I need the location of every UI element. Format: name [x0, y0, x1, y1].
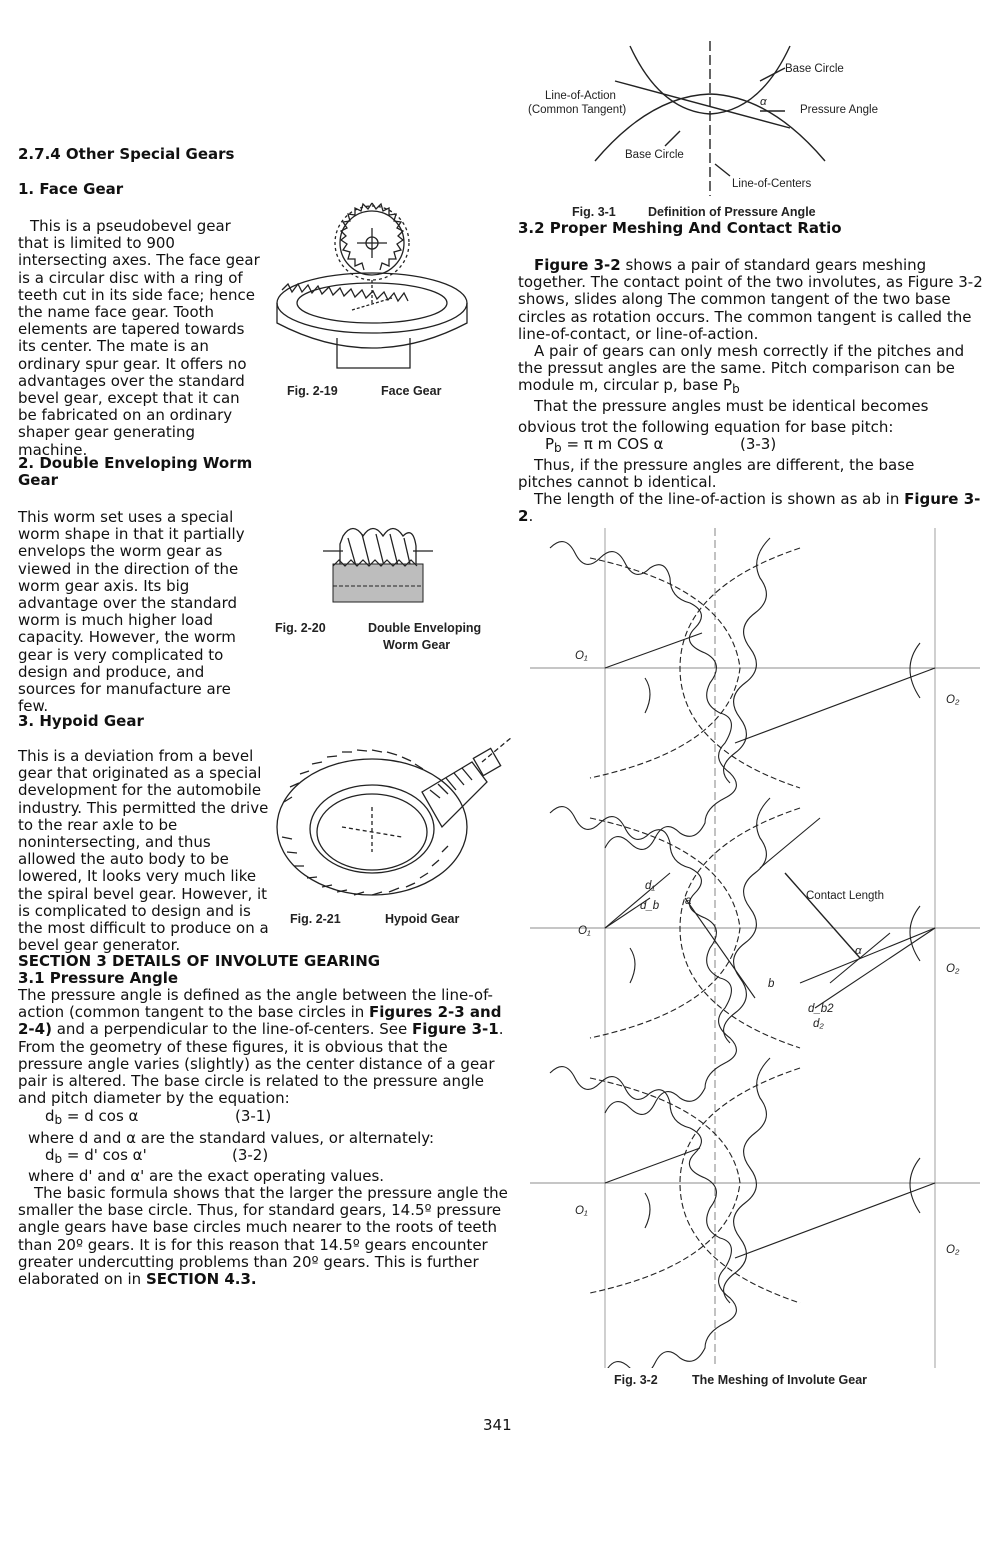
eq2-rhs: = d' cos α' — [62, 1146, 147, 1164]
thus-paragraph: Thus, if the pressure angles are different, the base pitches cannot b identical. — [518, 456, 915, 492]
fig219-caption-num: Fig. 2-19 — [287, 384, 338, 398]
fig221-caption-text: Hypoid Gear — [385, 912, 460, 926]
eq3-rhs: = π m COS α — [561, 435, 664, 453]
pitch-paragraph — [518, 343, 983, 395]
heading-face-gear: 1. Face Gear — [18, 180, 124, 198]
eq1-rhs: = d cos α — [62, 1107, 139, 1125]
face-gear-disc — [277, 273, 467, 368]
spur-gear-drawing — [335, 203, 409, 280]
fig31-caption-num: Fig. 3-1 — [572, 205, 616, 219]
page-number: 341 — [483, 1416, 512, 1434]
fig32-o2-bottom: O₂ — [946, 1244, 960, 1256]
pitch-sub: b — [732, 382, 740, 397]
fig220-caption-num: Fig. 2-20 — [275, 621, 326, 635]
fig32-d1: d₁ — [645, 880, 656, 892]
heading-section-3: SECTION 3 DETAILS OF INVOLUTE GEARING — [18, 952, 381, 970]
equation-3-2-number: (3-2) — [232, 1146, 269, 1164]
fig32-d2: d₂ — [813, 1018, 824, 1030]
where-standard-values: where d and α are the standard values, or alternately: — [28, 1129, 435, 1147]
obvious-line: obvious trot the following equation for base pitch: — [518, 418, 894, 436]
fig31-pressure-angle: Pressure Angle — [800, 104, 878, 116]
pressure-text-2: and a perpendicular to the line-of-centers. See — [51, 1020, 412, 1039]
equation-3-3-number: (3-3) — [740, 435, 777, 453]
basic-formula-text: The basic formula shows that the larger the pressure angle the smaller the base circle. Thus, for standard gears, 14.5º pressure angle gears have base circles much nearer to the roots of teeth than 20º gears. It is for this reason that 14.5º gears encounter greater undercutting problems than 20º gears. This is further elaborated on in — [18, 1184, 508, 1289]
pressure-identical-line: That the pressure angles must be identical becomes — [534, 397, 929, 415]
heading-other-special-gears: 2.7.4 Other Special Gears — [18, 145, 235, 163]
fig31-caption-text: Definition of Pressure Angle — [648, 205, 816, 219]
hypoid-gear-paragraph: This is a deviation from a bevel gear that originated as a special development for the automobile industry. This permitted the drive to the rear axle to be nonintersecting, and thus allowed the auto body to be lowered, It looks very much like the spiral bevel gear. However, it is complicated to design and is the most difficult to produce on a bevel gear generator. — [18, 747, 269, 955]
basic-formula-paragraph — [18, 1185, 518, 1288]
eq3-sub: b — [554, 441, 562, 455]
fig32-contact-length: Contact Length — [806, 890, 885, 902]
heading-hypoid-gear: 3. Hypoid Gear — [18, 712, 144, 730]
where-operating-values: where d' and α' are the exact operating values. — [28, 1167, 385, 1185]
pressure-text-1: The pressure angle is defined as the angle between the line-of-action (common tangent to the base circles in — [18, 986, 493, 1022]
fig32-o2-top: O₂ — [946, 694, 960, 706]
fig220-caption-text-1: Double Enveloping — [368, 621, 482, 635]
meshing-text: shows a pair of standard gears meshing together. The contact point of the two involutes, as Figure 3-2 shows, slides along The common tangent of the two base circles as rotation occurs. The common tangent is called the line-of-contact, or line-of-action. — [518, 256, 983, 343]
fig31-base-circle-bottom: Base Circle — [625, 149, 684, 161]
fig31-base-circle-top: Base Circle — [785, 63, 844, 75]
fig32-o1-middle: O₁ — [578, 925, 591, 937]
fig32-caption-num: Fig. 3-2 — [614, 1373, 658, 1387]
worm-gear-paragraph: This worm set uses a special worm shape in that it partially envelops the worm gear as viewed in the direction of the worm gear axis. Its big advantage over the standard worm is much higher load capacity. However, the worm gear is very complicated to design and produce, and sources for manufacture are few. — [18, 508, 245, 716]
pressure-angle-paragraph — [18, 987, 513, 1107]
eq3-p: P — [545, 435, 555, 453]
length-text: The length of the line-of-action is shown as ab in — [534, 490, 905, 508]
hypoid-ring-gear — [277, 750, 467, 895]
equation-3-1-number: (3-1) — [235, 1107, 272, 1125]
fig31-common-tangent: (Common Tangent) — [528, 104, 627, 116]
eq1-sub: b — [54, 1113, 63, 1127]
fig32-db1: d_b — [640, 900, 660, 912]
heading-pressure-angle: 3.1 Pressure Angle — [18, 969, 179, 987]
equation-3-3 — [545, 436, 663, 453]
fig31-alpha: α — [760, 96, 767, 108]
pressure-ref-figures: Figures 2-3 and 2-4) — [18, 1003, 502, 1039]
fig32-o2-middle: O₂ — [946, 963, 960, 975]
pressure-text-3: . From the geometry of these figures, it is obvious that the pressure angle varies (slightly) as the center distance of a gear pair is altered. The base circle is related to the pressure angle and pitch diameter by the equation: — [18, 1020, 504, 1108]
length-ref-figure32: Figure 3-2 — [518, 490, 981, 526]
face-gear-figure — [272, 198, 472, 388]
meshing-paragraph — [518, 257, 983, 343]
length-end: . — [528, 507, 534, 526]
pitch-text: A pair of gears can only mesh correctly if the pitches and the pressut angles are the same. Pitch comparison can be module m, circular p, base P — [518, 342, 965, 395]
fig32-caption-text: The Meshing of Involute Gear — [692, 1373, 868, 1387]
heading-worm-gear: 2. Double Enveloping Worm Gear — [18, 454, 253, 489]
heading-proper-meshing: 3.2 Proper Meshing And Contact Ratio — [518, 219, 842, 237]
fig32-b: b — [768, 978, 775, 990]
fig32-a: a — [685, 895, 692, 907]
eq2-sub: b — [54, 1152, 63, 1166]
fig219-caption-text: Face Gear — [381, 384, 442, 398]
meshing-ref-figure32: Figure 3-2 — [534, 256, 621, 274]
fig31-line-of-centers: Line-of-Centers — [732, 178, 812, 190]
hypoid-pinion — [422, 737, 512, 827]
mesh-panel-1 — [550, 538, 935, 849]
mesh-panel-3 — [550, 1058, 935, 1368]
equation-3-2 — [45, 1147, 147, 1164]
face-gear-paragraph: This is a pseudobevel gear that is limited to 900 intersecting axes. The face gear is a circular disc with a ring of teeth cut in its side face; hence the name face gear. Tooth elements are tapered towards its center. The mate is an ordinary spur gear. It offers no advantages over the standard bevel gear, except that it can be fabricated on an ordinary shaper gear generating machine. — [18, 217, 260, 459]
equation-3-1 — [45, 1108, 138, 1125]
fig221-caption-num: Fig. 2-21 — [290, 912, 341, 926]
pressure-angle-figure — [520, 36, 880, 201]
worm-wheel-drawing — [333, 560, 423, 602]
worm-gear-figure — [318, 516, 438, 616]
fig220-caption-text-2: Worm Gear — [383, 638, 451, 652]
eq1-d: d — [45, 1107, 55, 1125]
pressure-ref-figure31: Figure 3-1 — [411, 1020, 499, 1039]
fig32-o1-top: O₁ — [575, 650, 588, 662]
eq2-d: d — [45, 1146, 55, 1164]
section-43-ref: SECTION 4.3. — [145, 1270, 257, 1289]
hypoid-gear-figure — [272, 732, 517, 908]
fig31-line-of-action: Line-of-Action — [545, 90, 616, 102]
fig32-o1-bottom: O₁ — [575, 1205, 588, 1217]
mesh-panel-2 — [550, 798, 935, 1114]
fig32-alpha: α — [855, 945, 862, 957]
meshing-figure — [530, 528, 980, 1368]
length-paragraph — [518, 491, 983, 525]
fig32-db2: d_b2 — [808, 1003, 834, 1015]
